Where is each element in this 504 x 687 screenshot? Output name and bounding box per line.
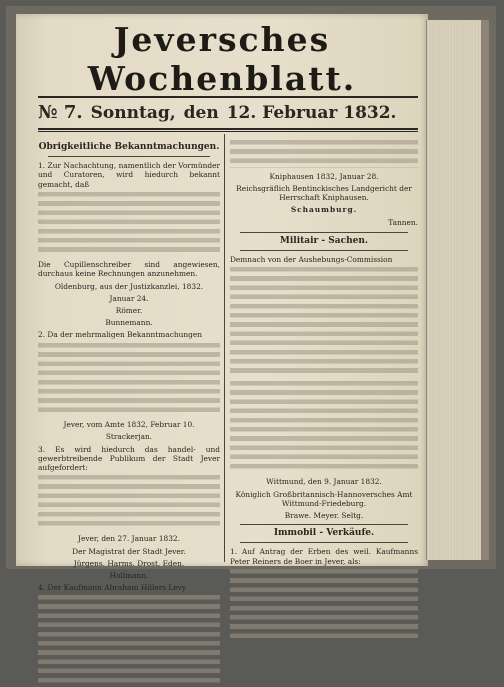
- notice-2-signature-name: Strackerjan.: [105, 432, 153, 442]
- masthead-rule-bottom: [38, 128, 418, 130]
- illegible-text-lines: [230, 381, 418, 473]
- section-rule: [240, 542, 408, 543]
- section-rule: [48, 156, 210, 157]
- issue-day: Sonntag,: [90, 103, 176, 123]
- issue-date-prefix: den: [183, 103, 219, 123]
- illegible-text-lines: [230, 569, 418, 643]
- notice-1-signature-name-2: Bunnemann.: [105, 318, 153, 328]
- property-sale-1-start: 1. Auf Antrag der Erben des weil. Kaufmanns Peter Reiners de Boer in Jever, als:: [230, 547, 418, 566]
- court-signature-place: Kniphausen 1832, Januar 28.: [269, 171, 379, 181]
- notice-3-signature-body: Der Magistrat der Stadt Jever.: [72, 546, 186, 556]
- issue-number: № 7.: [38, 102, 83, 123]
- military-heading: Militair - Sachen.: [279, 235, 369, 246]
- illegible-text-lines: [38, 475, 220, 530]
- military-signature-body: Königlich Großbritannisch-Hannoversches Amt Wittmund-Friedeburg.: [235, 489, 413, 508]
- masthead-rule-top: [38, 96, 418, 98]
- notice-1-start: 1. Zur Nachachtung, namentlich der Vormünder und Curatoren, wird hiedurch bekannt gemacht, daß: [38, 161, 220, 189]
- illegible-text-lines: [38, 343, 220, 417]
- military-signature-names: Brawe. Meyer. Seltg.: [284, 511, 364, 521]
- book: [6, 6, 496, 593]
- newspaper-page: [16, 14, 428, 593]
- page-edges: [426, 20, 489, 560]
- property-sales-heading: Immobil - Verkäufe.: [273, 528, 375, 539]
- section-rule: [240, 250, 408, 251]
- illegible-text-lines: [38, 595, 220, 687]
- notice-1-end: Die Cupillenschreiber sind angewiesen, durchaus keine Rechnungen anzunehmen.: [38, 260, 220, 279]
- court-signature-body: Reichsgräflich Bentinckisches Landgericht der Herrschaft Kniphausen.: [236, 183, 412, 202]
- section-rule: [240, 524, 408, 525]
- left-column: [38, 140, 220, 593]
- issue-date: 12. Februar 1832.: [226, 103, 397, 123]
- notice-3-signature-name-2: Hollmann.: [109, 571, 149, 581]
- military-signature-place: Wittmund, den 9. Januar 1832.: [266, 477, 382, 487]
- notice-3-start: 3. Es wird hiedurch das handel- und gewerbtreibende Publikum der Stadt Jever aufgefordert:: [38, 444, 220, 473]
- illegible-text-lines: [230, 140, 418, 168]
- notice-3-signature: Jever, den 27. Januar 1832.: [78, 534, 180, 544]
- dateline: [38, 102, 418, 124]
- illegible-text-lines: [38, 192, 220, 256]
- notice-1-signature-date: Januar 24.: [109, 293, 149, 303]
- court-signature-name-2: Tannen.: [388, 218, 418, 228]
- right-column: [230, 140, 418, 566]
- illegible-text-lines: [230, 267, 418, 377]
- masthead: Jeversches Wochenblatt.: [87, 20, 357, 98]
- notice-1-signature-place: Oldenburg, aus der Justizkanzlei, 1832.: [54, 281, 204, 291]
- notice-2-signature: Jever, vom Amte 1832, Februar 10.: [63, 420, 195, 430]
- official-notices-heading: Obrigkeitliche Bekanntmachungen.: [38, 142, 220, 152]
- section-rule: [240, 232, 408, 233]
- notice-4-start: 4. Der Kaufmann Abraham Hillers Levy: [38, 583, 187, 593]
- notice-2-start: 2. Da der mehrmaligen Bekanntmachungen: [38, 330, 202, 340]
- masthead-rule-bottom-thin: [38, 131, 418, 132]
- military-notice-start: Demnach von der Aushebungs-Commission: [230, 254, 393, 264]
- column-divider: [224, 134, 225, 562]
- notice-3-signature-names: Jürgens. Harms. Drost. Eden.: [73, 558, 185, 568]
- court-signature-name: Schaumburg.: [290, 205, 358, 215]
- notice-1-signature-name: Römer.: [115, 306, 143, 316]
